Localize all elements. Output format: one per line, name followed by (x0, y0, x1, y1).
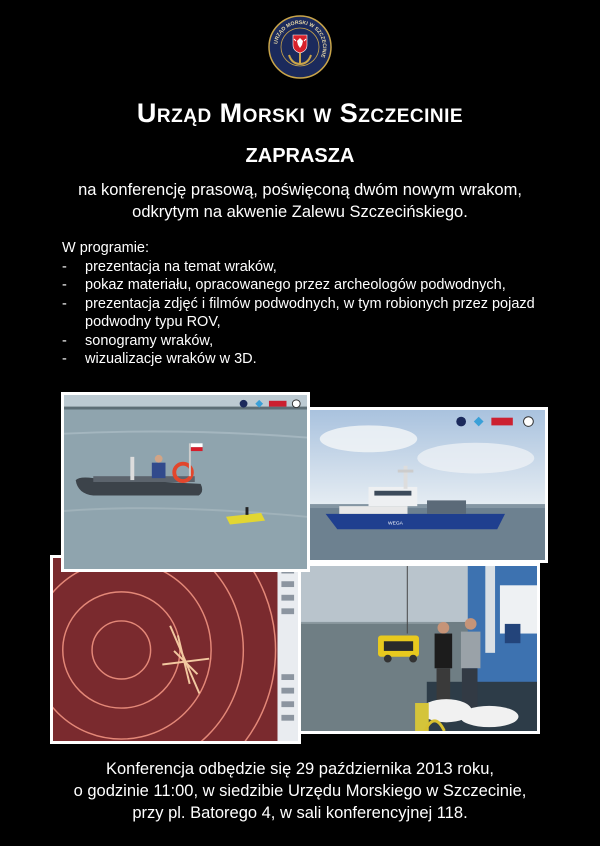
program-section (62, 239, 562, 369)
footer-line: o godzinie 11:00, w siedzibie Urzędu Morskiego w Szczecinie, (73, 782, 527, 800)
intro-line: odkrytym na akwenie Zalewu Szczecińskiego. (132, 203, 468, 221)
ship-name-label: WEGA (388, 521, 403, 527)
emblem-ring-text: URZĄD MORSKI W SZCZECINIE (273, 19, 328, 59)
program-item: - prezentacja na temat wraków, (62, 258, 562, 277)
program-item: - prezentacja zdjęć i filmów podwodnych, w tym robionych przez pojazd podwodny typu ROV, (62, 295, 562, 332)
page-subtitle: ZAPRASZA (245, 145, 355, 167)
page-title: Urząd Morski w Szczecinie (136, 98, 464, 128)
footer-line: Konferencja odbędzie się 29 października 2013 roku, (105, 760, 494, 778)
program-item: - wizualizacje wraków w 3D. (62, 350, 562, 369)
maritime-office-emblem-icon (268, 15, 332, 79)
inflatable-boat-photo (61, 392, 310, 572)
rov-deployment-photo (297, 563, 540, 734)
footer-text (20, 758, 580, 824)
survey-ship-photo (307, 407, 548, 563)
program-heading: W programie: (62, 240, 150, 256)
program-list (62, 258, 562, 369)
program-item: - pokaz materiału, opracowanego przez archeologów podwodnych, (62, 276, 562, 295)
intro-line: na konferencję prasową, poświęconą dwóm nowym wrakom, (78, 181, 522, 199)
footer-line: przy pl. Batorego 4, w sali konferencyjnej 118. (132, 804, 468, 822)
program-item: - sonogramy wraków, (62, 332, 562, 351)
sonar-scan-image (50, 555, 301, 744)
intro-text (40, 179, 560, 223)
